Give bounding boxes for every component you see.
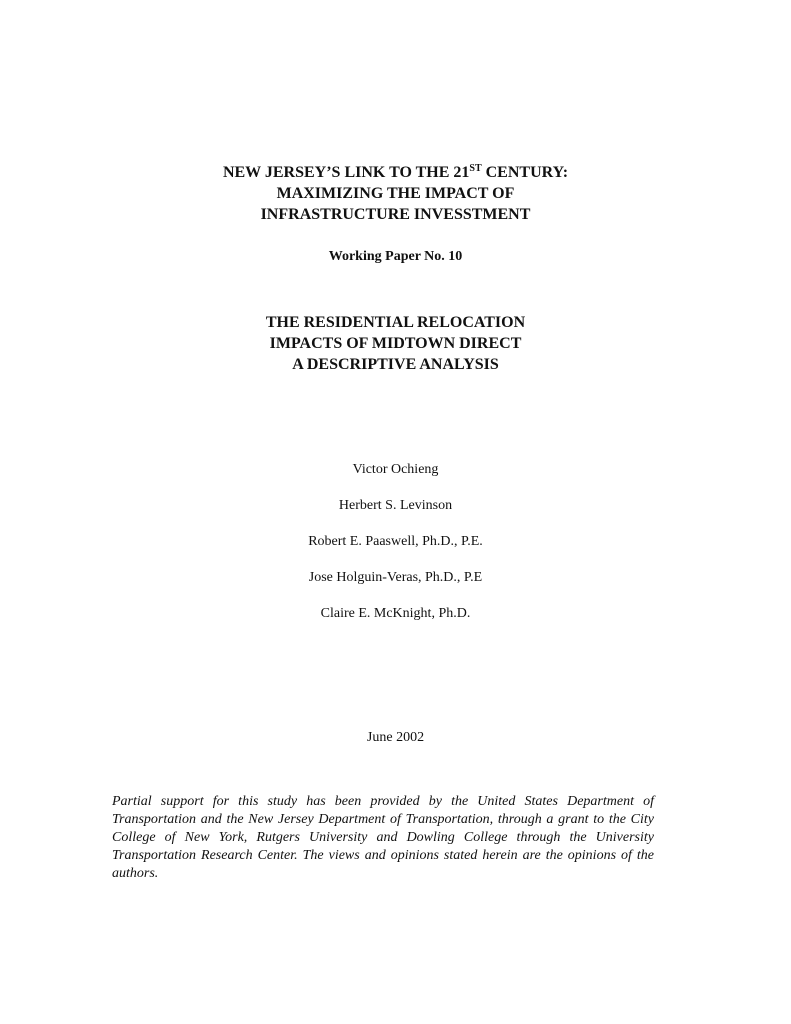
ordinal-superscript: ST (469, 163, 482, 174)
main-title-line-3: INFRASTRUCTURE INVESSTMENT (260, 206, 531, 223)
subtitle-line-1: THE RESIDENTIAL RELOCATION (265, 314, 526, 331)
author-name: Robert E. Paaswell, Ph.D., P.E. (308, 534, 483, 549)
subtitle-line-2: IMPACTS OF MIDTOWN DIRECT (269, 335, 522, 352)
main-title-line-1-end: CENTURY: (481, 164, 569, 181)
author-list (0, 461, 791, 641)
author-name: Victor Ochieng (352, 462, 439, 477)
main-title (0, 162, 791, 225)
author-name: Jose Holguin-Veras, Ph.D., P.E (308, 570, 483, 585)
main-title-line-1 (0, 162, 791, 183)
author-name: Herbert S. Levinson (338, 498, 453, 513)
subtitle-line-3: A DESCRIPTIVE ANALYSIS (292, 356, 499, 373)
main-title-line-1-text: NEW JERSEY’S LINK TO THE 21 (222, 164, 470, 181)
author-name: Claire E. McKnight, Ph.D. (320, 606, 471, 621)
support-note: Partial support for this study has been provided by the United States Department of Transportation and the New Jersey Department of Transportation, through a grant to the City College of New York, Rutgers University and Dowling College through the University Transportation Research Center. The views and opinions stated herein are the opinions of the authors. (112, 794, 654, 881)
main-title-line-2: MAXIMIZING THE IMPACT OF (276, 185, 515, 202)
paper-subtitle (0, 312, 791, 375)
publication-date: June 2002 (366, 730, 425, 745)
working-paper-number: Working Paper No. 10 (328, 249, 463, 264)
